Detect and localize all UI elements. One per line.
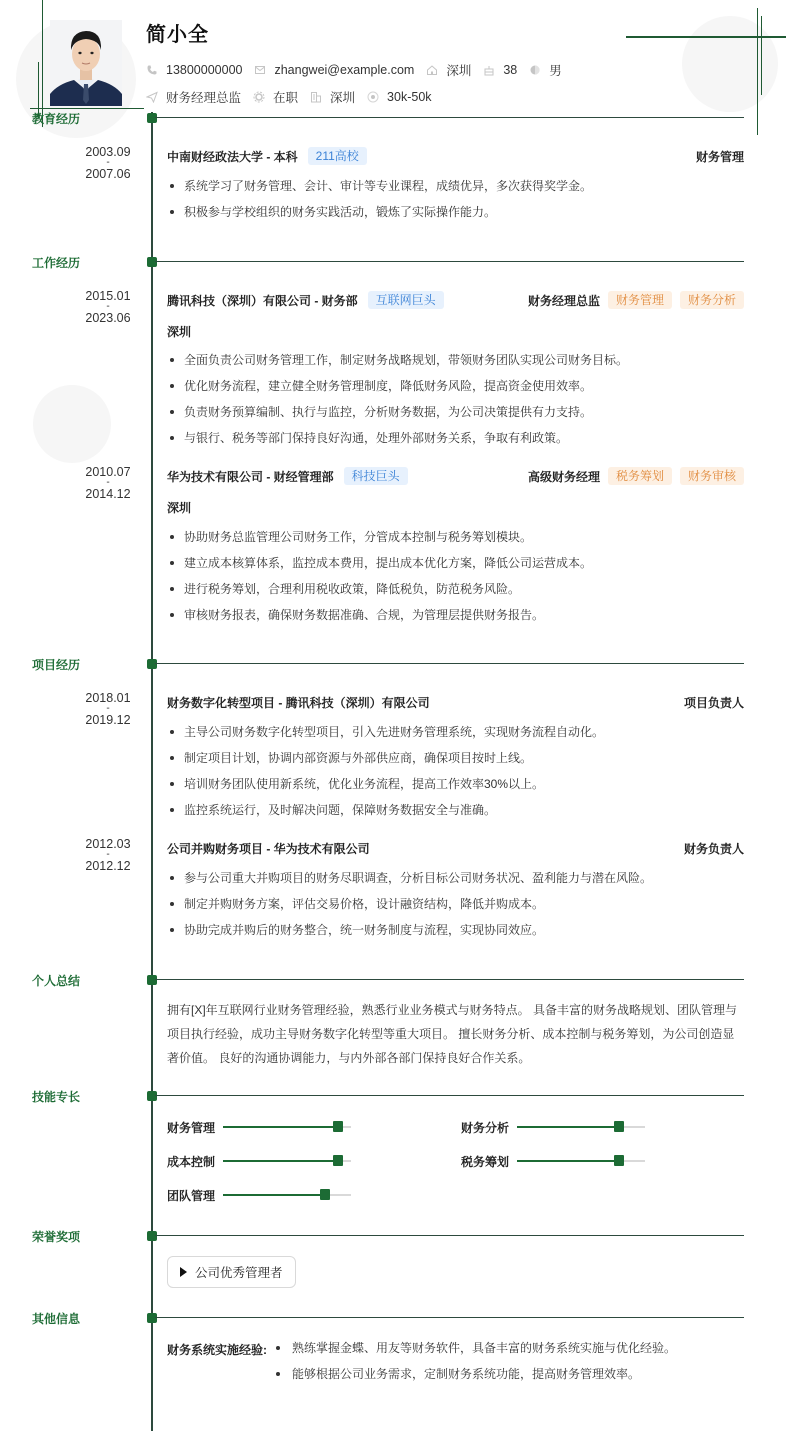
list-item: 监控系统运行，及时解决问题，保障财务数据安全与准确。 bbox=[167, 800, 744, 826]
skill-item bbox=[167, 1154, 351, 1168]
skill-bar bbox=[223, 1194, 351, 1196]
email-value: zhangwei@example.com bbox=[274, 63, 415, 77]
list-item: 主导公司财务数字化转型项目，引入先进财务管理系统，实现财务流程自动化。 bbox=[167, 722, 744, 748]
phone-item bbox=[146, 63, 242, 77]
skill-bar-thumb bbox=[614, 1155, 624, 1166]
decorative-circle bbox=[33, 385, 111, 463]
gender-item bbox=[529, 61, 562, 79]
target-position-value: 财务经理总监 bbox=[166, 91, 242, 105]
skill-label: 税务筹划 bbox=[461, 1154, 510, 1169]
skill-tag: 财务管理 bbox=[608, 291, 672, 309]
major: 财务管理 bbox=[695, 149, 744, 164]
education-dates bbox=[70, 144, 146, 182]
section-other bbox=[0, 1312, 744, 1324]
section-divider bbox=[155, 1095, 744, 1096]
skill-bar-thumb bbox=[333, 1121, 343, 1132]
skill-tag: 财务审核 bbox=[680, 467, 744, 485]
section-divider bbox=[155, 1235, 744, 1236]
skill-item bbox=[461, 1154, 645, 1168]
status-value: 在职 bbox=[273, 91, 299, 105]
job-role: 财务经理总监 bbox=[527, 293, 600, 308]
end-date: 2007.06 bbox=[85, 167, 131, 181]
date-separator: - bbox=[106, 157, 110, 168]
skill-label: 财务管理 bbox=[167, 1120, 216, 1135]
skill-tag: 税务筹划 bbox=[608, 467, 672, 485]
start-date: 2010.07 bbox=[85, 465, 131, 479]
phone-icon bbox=[146, 64, 158, 76]
honor-item-button[interactable] bbox=[167, 1256, 296, 1288]
section-title: 其他信息 bbox=[31, 1312, 80, 1326]
entry-right bbox=[528, 291, 744, 309]
section-projects bbox=[0, 658, 744, 670]
work-bullets bbox=[167, 527, 744, 631]
list-item: 参与公司重大并购项目的财务尽职调查，分析目标公司财务状况、盈利能力与潜在风险。 bbox=[167, 868, 744, 894]
status-icon bbox=[253, 91, 265, 103]
skill-bar-fill bbox=[517, 1160, 619, 1162]
entry-right bbox=[528, 467, 744, 485]
skill-bar-thumb bbox=[320, 1189, 330, 1200]
skill-bar-thumb bbox=[614, 1121, 624, 1132]
phone-value: 13800000000 bbox=[166, 63, 243, 77]
age-value: 38 bbox=[503, 63, 518, 77]
list-item: 协助完成并购后的财务整合，统一财务制度与流程，实现协同效应。 bbox=[167, 920, 744, 946]
skill-bar-thumb bbox=[333, 1155, 343, 1166]
section-divider bbox=[155, 979, 744, 980]
section-work bbox=[0, 256, 744, 268]
section-title: 荣誉奖项 bbox=[31, 1230, 80, 1244]
company-title: 腾讯科技（深圳）有限公司 - 财务部 bbox=[167, 293, 358, 308]
decorative-line bbox=[626, 36, 786, 38]
project-entry-header bbox=[167, 693, 744, 711]
section-honors bbox=[0, 1230, 744, 1242]
work-dates bbox=[70, 288, 146, 326]
candidate-name: 简小全 bbox=[146, 24, 209, 46]
end-date: 2014.12 bbox=[85, 487, 131, 501]
work-location: 深圳 bbox=[167, 501, 192, 515]
project-role: 财务负责人 bbox=[683, 841, 744, 856]
project-dates bbox=[70, 690, 146, 728]
list-item: 制定项目计划，协调内部资源与外部供应商，确保项目按时上线。 bbox=[167, 748, 744, 774]
list-item: 熟练掌握金蝶、用友等财务软件，具备丰富的财务系统实施与优化经验。 bbox=[273, 1338, 676, 1364]
list-item: 培训财务团队使用新系统，优化业务流程，提高工作效率30%以上。 bbox=[167, 774, 744, 800]
skill-bar-fill bbox=[223, 1126, 338, 1128]
list-item: 能够根据公司业务需求，定制财务系统功能，提高财务管理效率。 bbox=[273, 1364, 676, 1390]
entry-right bbox=[684, 694, 744, 711]
work-location: 深圳 bbox=[167, 325, 192, 339]
list-item: 进行税务筹划，合理利用税收政策，降低税负，防范税务风险。 bbox=[167, 579, 744, 605]
section-title: 教育经历 bbox=[31, 112, 80, 126]
section-education bbox=[0, 112, 744, 124]
decorative-line bbox=[30, 108, 144, 109]
skill-bar-fill bbox=[223, 1194, 325, 1196]
gender-value: 男 bbox=[549, 64, 562, 78]
project-bullets bbox=[167, 722, 744, 826]
section-divider bbox=[155, 261, 744, 262]
summary-text: 拥有[X]年互联网行业财务管理经验，熟悉行业业务模式与财务特点。 具备丰富的财务战略规划、团队管理与项目执行经验，成功主导财务数字化转型等重大项目。 擅长财务分析、成本控制与税务筹划，为公司创造显著价值。 良好的沟通协调能力，与内外部各部门保持良好合作关系。 bbox=[167, 1003, 738, 1065]
company-tag: 互联网巨头 bbox=[368, 291, 444, 309]
section-summary bbox=[0, 974, 744, 986]
location-item bbox=[426, 61, 471, 79]
company-tag: 科技巨头 bbox=[344, 467, 408, 485]
target-city-item bbox=[310, 88, 355, 106]
skill-label: 财务分析 bbox=[461, 1120, 510, 1135]
start-date: 2003.09 bbox=[85, 145, 131, 159]
salary-value: 30k-50k bbox=[387, 90, 432, 104]
decorative-line bbox=[757, 8, 758, 135]
list-item: 优化财务流程，建立健全财务管理制度，降低财务风险，提高资金使用效率。 bbox=[167, 376, 744, 402]
job-intent-row bbox=[146, 88, 444, 106]
target-position-item bbox=[146, 88, 241, 106]
date-separator: - bbox=[106, 703, 110, 714]
section-divider bbox=[155, 663, 744, 664]
education-bullets bbox=[167, 176, 744, 228]
entry-right bbox=[696, 148, 744, 165]
start-date: 2012.03 bbox=[85, 837, 131, 851]
skill-item bbox=[461, 1120, 645, 1134]
skill-label: 团队管理 bbox=[167, 1188, 216, 1203]
send-icon bbox=[146, 91, 158, 103]
section-title: 技能专长 bbox=[31, 1090, 80, 1104]
skill-label: 成本控制 bbox=[167, 1154, 216, 1169]
skill-item bbox=[167, 1188, 351, 1202]
start-date: 2018.01 bbox=[85, 691, 131, 705]
list-item: 与银行、税务等部门保持良好沟通，处理外部财务关系，争取有利政策。 bbox=[167, 428, 744, 454]
list-item: 协助财务总监管理公司财务工作，分管成本控制与税务筹划模块。 bbox=[167, 527, 744, 553]
list-item: 负责财务预算编制、执行与监控，分析财务数据，为公司决策提供有力支持。 bbox=[167, 402, 744, 428]
section-divider bbox=[155, 1317, 744, 1318]
end-date: 2012.12 bbox=[85, 859, 131, 873]
company-title: 华为技术有限公司 - 财经管理部 bbox=[167, 469, 334, 484]
other-info-bullets bbox=[273, 1338, 676, 1390]
project-role: 项目负责人 bbox=[683, 695, 744, 710]
building-icon bbox=[310, 91, 322, 103]
target-city-value: 深圳 bbox=[330, 91, 356, 105]
school-tag: 211高校 bbox=[308, 147, 367, 165]
education-entry-header bbox=[167, 147, 744, 165]
age-item bbox=[483, 63, 517, 77]
avatar-portrait-icon bbox=[50, 20, 122, 106]
work-entry-header bbox=[167, 291, 744, 309]
salary-icon bbox=[367, 91, 379, 103]
other-info-label: 财务系统实施经验: bbox=[167, 1343, 267, 1357]
work-bullets bbox=[167, 350, 744, 454]
skill-bar-fill bbox=[223, 1160, 338, 1162]
gender-icon bbox=[529, 64, 541, 76]
project-bullets bbox=[167, 868, 744, 946]
section-skills bbox=[0, 1090, 744, 1102]
section-title: 项目经历 bbox=[31, 658, 80, 672]
skill-item bbox=[167, 1120, 351, 1134]
skill-bar bbox=[517, 1126, 645, 1128]
work-dates bbox=[70, 464, 146, 502]
section-title: 工作经历 bbox=[31, 256, 80, 270]
project-title: 财务数字化转型项目 - 腾讯科技（深圳）有限公司 bbox=[167, 695, 430, 710]
home-icon bbox=[426, 64, 438, 76]
mail-icon bbox=[254, 64, 266, 76]
list-item: 制定并购财务方案，评估交易价格，设计融资结构，降低并购成本。 bbox=[167, 894, 744, 920]
play-triangle-icon bbox=[180, 1267, 187, 1277]
list-item: 建立成本核算体系，监控成本费用，提出成本优化方案，降低公司运营成本。 bbox=[167, 553, 744, 579]
list-item: 积极参与学校组织的财务实践活动，锻炼了实际操作能力。 bbox=[167, 202, 744, 228]
list-item: 全面负责公司财务管理工作，制定财务战略规划，带领财务团队实现公司财务目标。 bbox=[167, 350, 744, 376]
project-dates bbox=[70, 836, 146, 874]
section-divider bbox=[155, 117, 744, 118]
contact-row bbox=[146, 61, 574, 79]
honor-label: 公司优秀管理者 bbox=[195, 1266, 283, 1280]
project-title: 公司并购财务项目 - 华为技术有限公司 bbox=[167, 841, 370, 856]
skill-bar bbox=[517, 1160, 645, 1162]
school-title: 中南财经政法大学 - 本科 bbox=[167, 149, 298, 164]
date-separator: - bbox=[106, 301, 110, 312]
skill-bar-fill bbox=[517, 1126, 619, 1128]
status-item bbox=[253, 88, 298, 106]
salary-item bbox=[367, 90, 431, 104]
email-item bbox=[254, 63, 414, 77]
date-separator: - bbox=[106, 477, 110, 488]
avatar bbox=[50, 20, 122, 106]
job-role: 高级财务经理 bbox=[527, 469, 600, 484]
skill-bar bbox=[223, 1126, 351, 1128]
end-date: 2023.06 bbox=[85, 311, 131, 325]
decorative-circle bbox=[682, 16, 778, 112]
skill-bar bbox=[223, 1160, 351, 1162]
end-date: 2019.12 bbox=[85, 713, 131, 727]
decorative-line bbox=[761, 16, 762, 95]
age-icon bbox=[483, 64, 495, 76]
project-entry-header bbox=[167, 839, 744, 857]
list-item: 系统学习了财务管理、会计、审计等专业课程，成绩优异，多次获得奖学金。 bbox=[167, 176, 744, 202]
date-separator: - bbox=[106, 849, 110, 860]
skill-tag: 财务分析 bbox=[680, 291, 744, 309]
start-date: 2015.01 bbox=[85, 289, 131, 303]
location-value: 深圳 bbox=[446, 64, 472, 78]
entry-right bbox=[684, 840, 744, 857]
work-entry-header bbox=[167, 467, 744, 485]
list-item: 审核财务报表，确保财务数据准确、合规，为管理层提供财务报告。 bbox=[167, 605, 744, 631]
section-title: 个人总结 bbox=[31, 974, 80, 988]
